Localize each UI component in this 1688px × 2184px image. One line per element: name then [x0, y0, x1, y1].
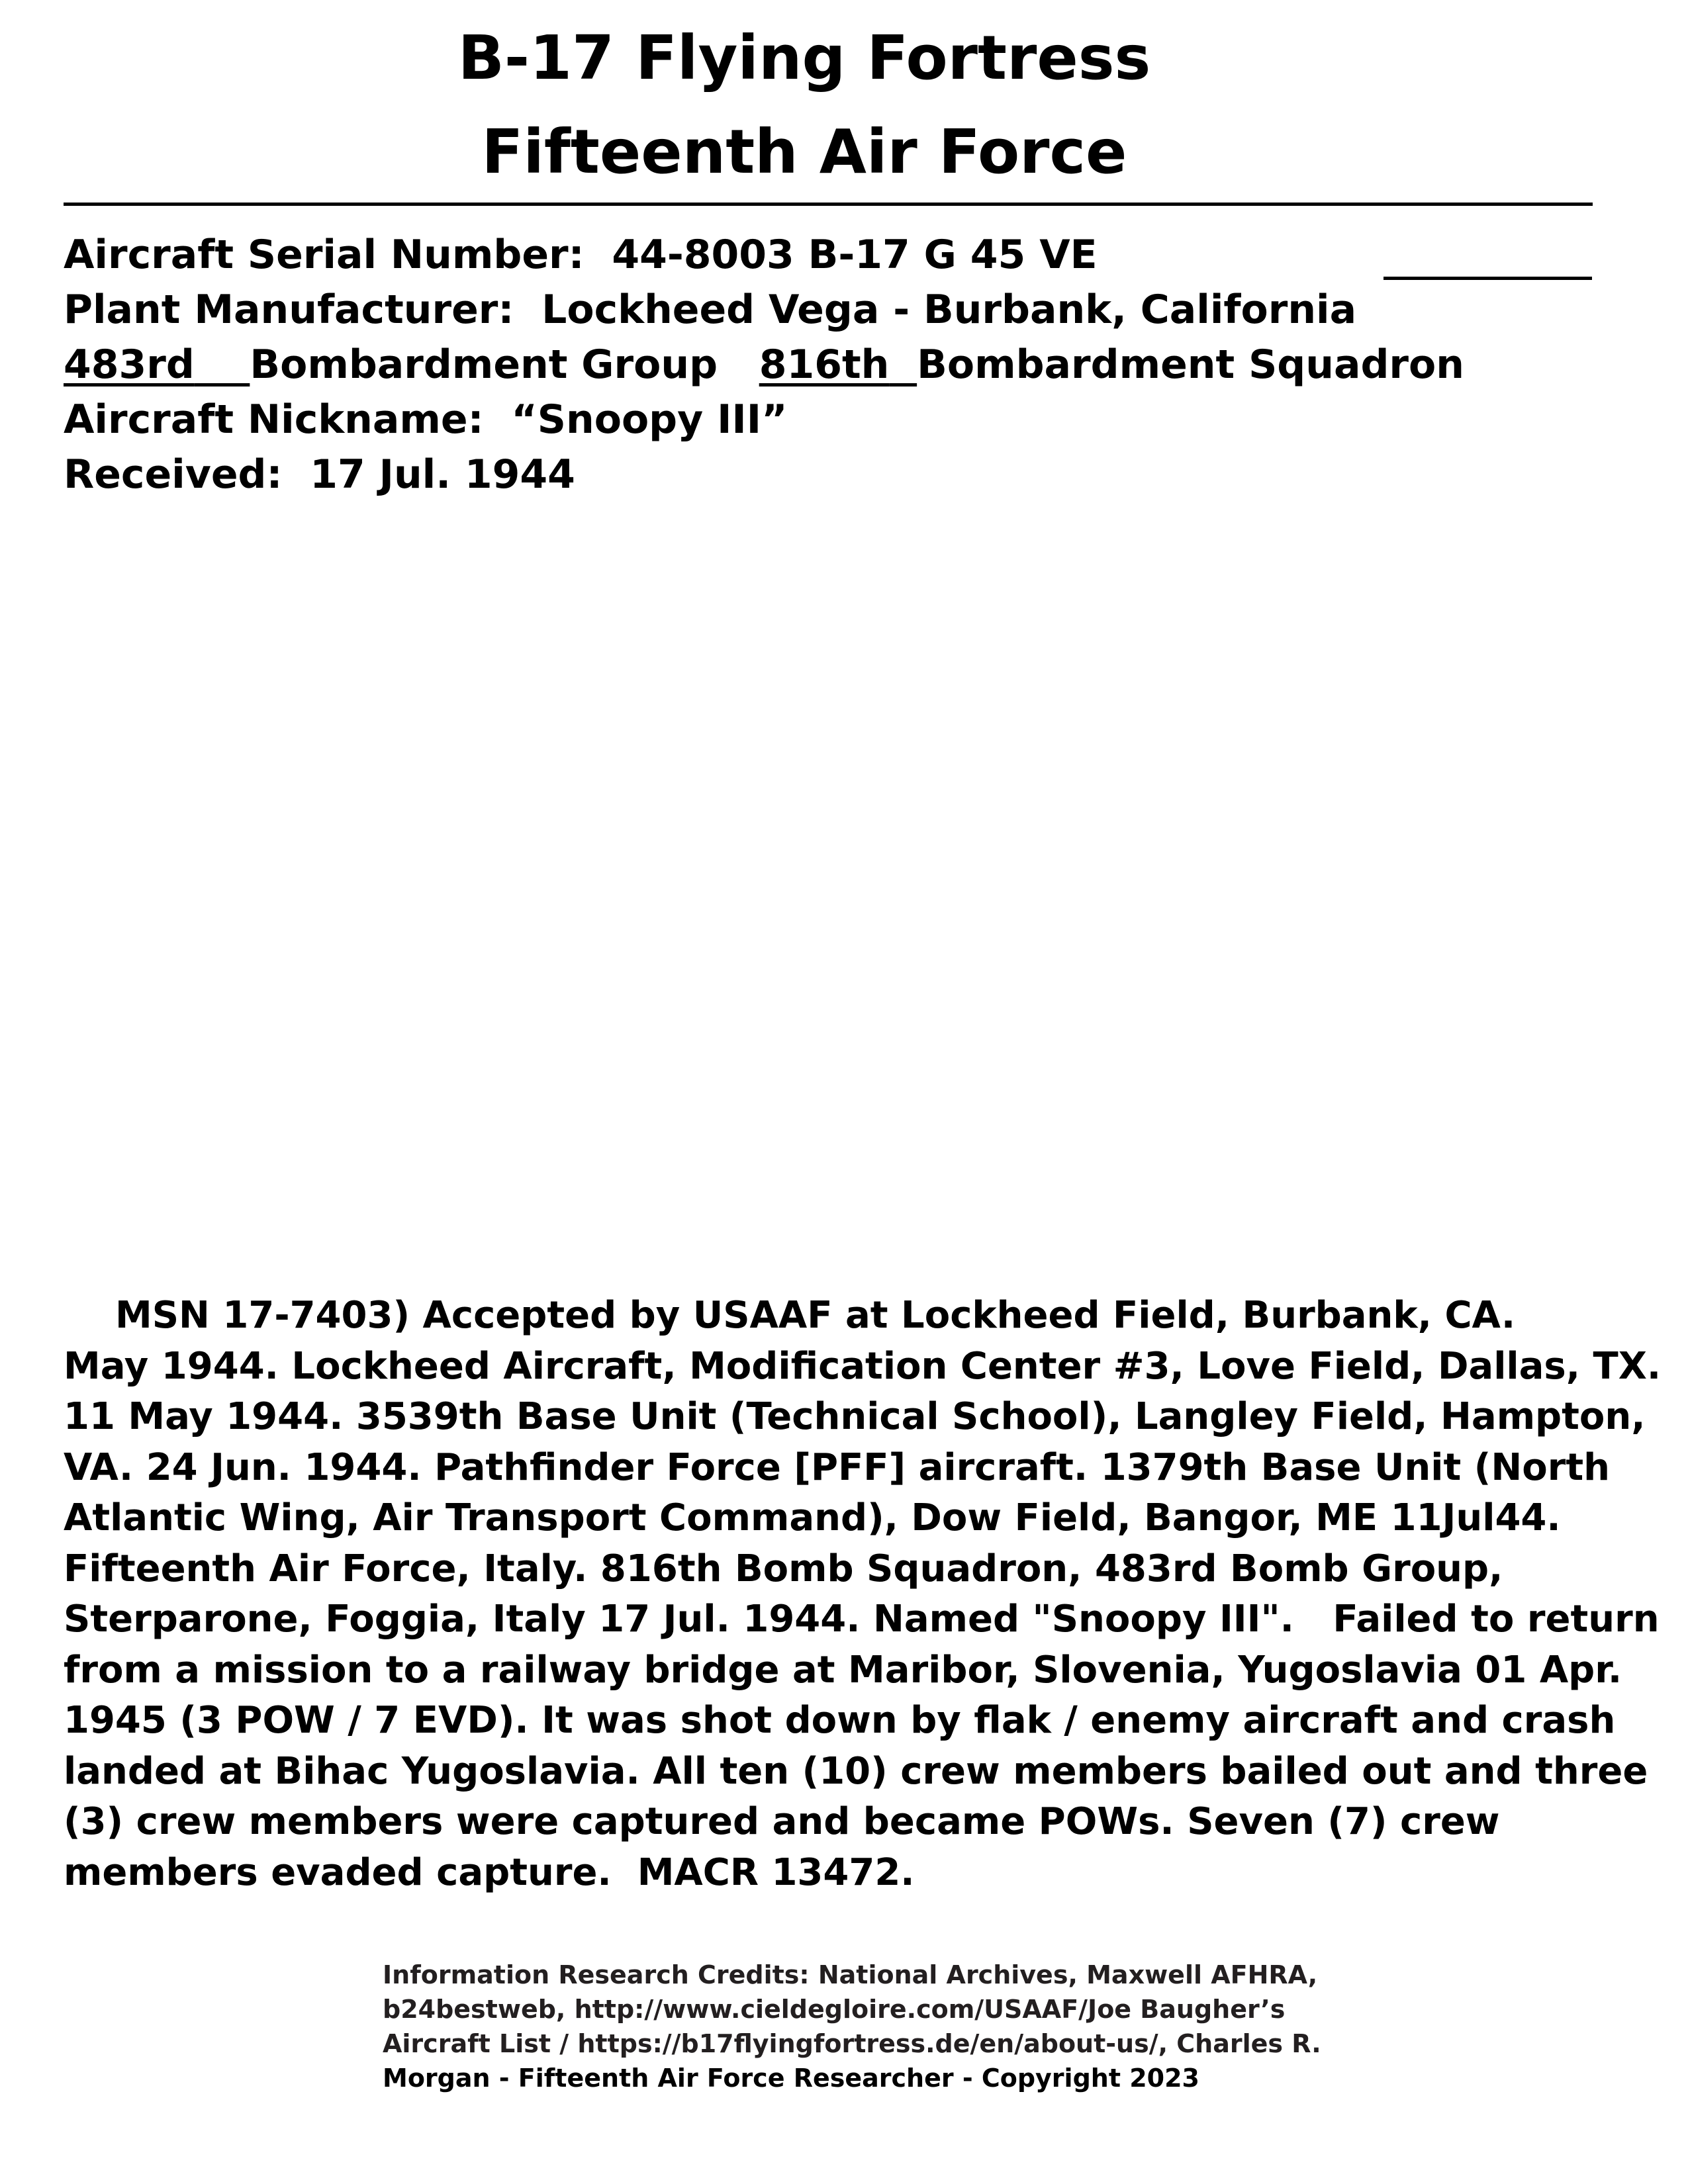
nickname-value: “Snoopy III”: [511, 396, 788, 443]
header-divider: [64, 203, 1593, 206]
title-line-1: B-17 Flying Fortress: [457, 23, 1151, 93]
history-line: 1945 (3 POW / 7 EVD). It was shot down by flak / enemy aircraft and crash: [64, 1699, 1616, 1742]
manufacturer-row: [64, 287, 1357, 333]
credits-line: b24bestweb, http://www.cieldegloire.com/USAAF/Joe Baugher’s: [383, 1995, 1286, 2024]
history-line: Sterparone, Foggia, Italy 17 Jul. 1944. Named "Snoopy III". Failed to return: [64, 1598, 1660, 1641]
serial-value: 44-8003 B-17 G 45 VE: [612, 232, 1098, 278]
history-line: MSN 17-7403) Accepted by USAAF at Lockheed Field, Burbank, CA.: [64, 1294, 1516, 1337]
history-line: (3) crew members were captured and became POWs. Seven (7) crew: [64, 1800, 1500, 1843]
history-line: landed at Bihac Yugoslavia. All ten (10) crew members bailed out and three: [64, 1749, 1648, 1793]
group-squadron-row: [64, 341, 1464, 388]
squadron-value: 816th: [759, 341, 890, 388]
title-line-2: Fifteenth Air Force: [481, 116, 1127, 187]
received-row: [64, 451, 575, 498]
history-line: VA. 24 Jun. 1944. Pathfinder Force [PFF] aircraft. 1379th Base Unit (North: [64, 1445, 1610, 1489]
credits-line: Information Research Credits: National Archives, Maxwell AFHRA,: [383, 1960, 1318, 1989]
history-line: from a mission to a railway bridge at Maribor, Slovenia, Yugoslavia 01 Apr.: [64, 1648, 1622, 1692]
blank-line: [1383, 277, 1592, 280]
aircraft-history: [64, 1291, 1661, 1898]
group-value: 483rd: [64, 341, 195, 388]
research-credits: [383, 1958, 1321, 2095]
credits-line: Aircraft List / https://b17flyingfortress.de/en/about-us/, Charles R.: [383, 2029, 1321, 2058]
group-label: Bombardment Group: [250, 341, 718, 388]
history-line: Fifteenth Air Force, Italy. 816th Bomb Squadron, 483rd Bomb Group,: [64, 1547, 1503, 1590]
history-line: May 1944. Lockheed Aircraft, Modification Center #3, Love Field, Dallas, TX.: [64, 1344, 1662, 1388]
received-label: Received:: [64, 451, 283, 498]
serial-label: Aircraft Serial Number:: [64, 232, 585, 278]
credits-line: Morgan - Fifteenth Air Force Researcher - Copyright 2023: [383, 2064, 1199, 2093]
serial-number-row: [64, 232, 1098, 278]
history-line: Atlantic Wing, Air Transport Command), Dow Field, Bangor, ME 11Jul44.: [64, 1496, 1561, 1539]
manufacturer-value: Lockheed Vega - Burbank, California: [541, 287, 1357, 333]
history-line: members evaded capture. MACR 13472.: [64, 1850, 915, 1894]
manufacturer-label: Plant Manufacturer:: [64, 287, 514, 333]
received-value: 17 Jul. 1944: [310, 451, 575, 498]
nickname-label: Aircraft Nickname:: [64, 396, 484, 443]
squadron-label: Bombardment Squadron: [917, 341, 1464, 388]
history-line: 11 May 1944. 3539th Base Unit (Technical School), Langley Field, Hampton,: [64, 1395, 1646, 1438]
nickname-row: [64, 396, 788, 443]
